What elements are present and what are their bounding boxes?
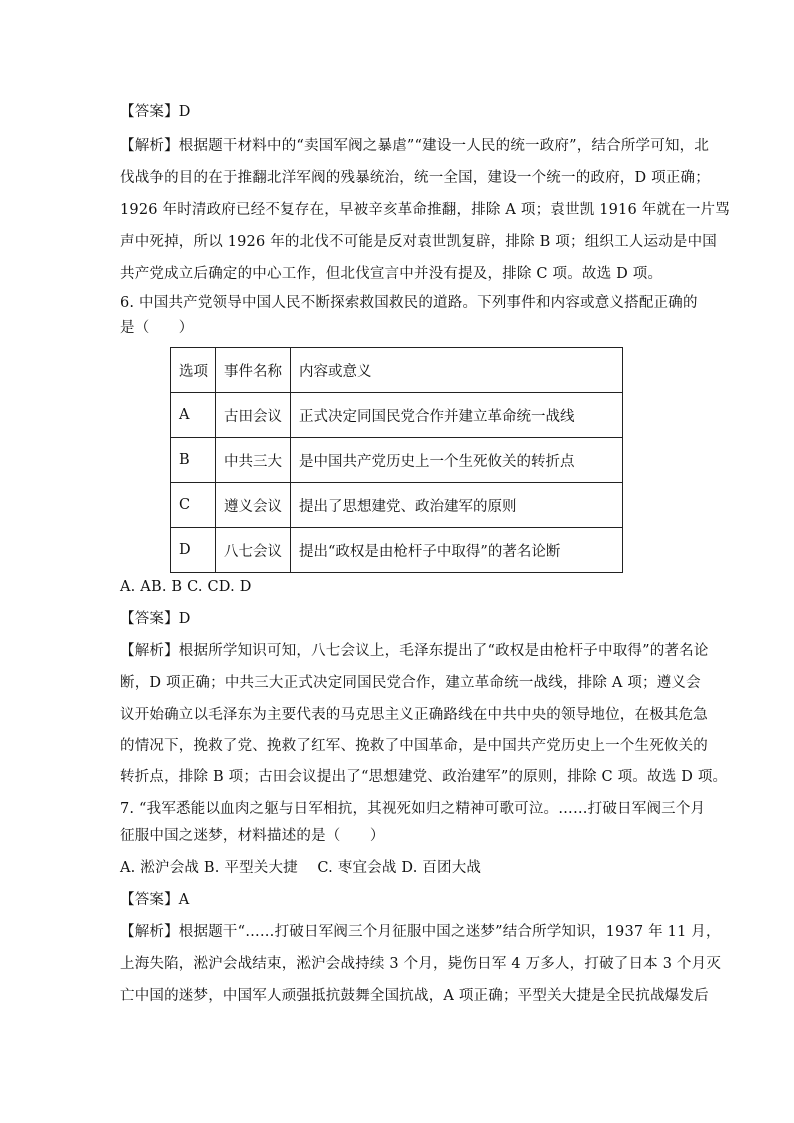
table-header-cell: 内容或意义	[291, 348, 623, 393]
q6-analysis-line: 断，D 项正确；中共三大正式决定同国民党合作，建立革命统一战线，排除 A 项；遵义会	[120, 675, 701, 691]
table-cell: C	[171, 483, 216, 528]
table-cell: D	[171, 528, 216, 573]
q5-analysis-line: 伐战争的目的在于推翻北洋军阀的残暴统治，统一全国，建设一个统一的政府，D 项正确；	[120, 170, 710, 186]
q7-stem-line: 7. “我军悉能以血肉之躯与日军相抗，其视死如归之精神可歌可泣。……打破日军阀三个月	[120, 801, 706, 817]
table-row	[171, 438, 623, 483]
q6-analysis-line: 议开始确立以毛泽东为主要代表的马克思主义正确路线在中共中央的领导地位，在极其危急	[120, 707, 708, 723]
q7-options: A. 淞沪会战 B. 平型关大捷 C. 枣宜会战 D. 百团大战	[120, 860, 482, 876]
table-row	[171, 393, 623, 438]
table-header-row	[171, 348, 623, 393]
table-cell: 遵义会议	[216, 483, 291, 528]
q6-analysis-line: 【解析】根据所学知识可知，八七会议上，毛泽东提出了“政权是由枪杆子中取得”的著名论	[120, 643, 709, 659]
table-header-cell: 事件名称	[216, 348, 291, 393]
q7-analysis-line: 上海失陷，淞沪会战结束，淞沪会战持续 3 个月，毙伤日军 4 万多人，打破了日本 3 个月灭	[120, 956, 722, 972]
q7-answer: 【答案】A	[120, 892, 190, 908]
table-cell: 是中国共产党历史上一个生死攸关的转折点	[291, 438, 623, 483]
q7-stem-line: 征服中国之迷梦，材料描述的是（ ）	[120, 828, 385, 844]
q7-analysis-line: 亡中国的迷梦，中国军人顽强抵抗鼓舞全国抗战，A 项正确；平型关大捷是全民抗战爆发后	[120, 988, 709, 1004]
q5-analysis-line: 【解析】根据题干材料中的“卖国军阀之暴虐”“建设一人民的统一政府”，结合所学可知，北	[120, 138, 710, 154]
table-row	[171, 483, 623, 528]
table-cell: 提出了思想建党、政治建军的原则	[291, 483, 623, 528]
table-cell: 提出“政权是由枪杆子中取得”的著名论断	[291, 528, 623, 573]
table-row	[171, 528, 623, 573]
q5-analysis-line: 声中死掉，所以 1926 年的北伐不可能是反对袁世凯复辟，排除 B 项；组织工人运动是中国	[120, 234, 717, 250]
table-cell: A	[171, 393, 216, 438]
q6-analysis-line: 的情况下，挽救了党、挽救了红军、挽救了中国革命，是中国共产党历史上一个生死攸关的	[120, 738, 708, 754]
q6-analysis-line: 转折点，排除 B 项；古田会议提出了“思想建党、政治建军”的原则，排除 C 项。故选 D 项。	[120, 769, 728, 785]
table-cell: 八七会议	[216, 528, 291, 573]
q6-answer: 【答案】D	[120, 611, 191, 627]
table-cell: B	[171, 438, 216, 483]
q6-stem-line: 是（ ）	[120, 320, 194, 336]
q5-analysis-line: 共产党成立后确定的中心工作，但北伐宣言中并没有提及，排除 C 项。故选 D 项。	[120, 266, 663, 282]
q6-options-table	[170, 347, 623, 573]
q7-analysis-line: 【解析】根据题干“……打破日军阀三个月征服中国之迷梦”结合所学知识，1937 年 11 月，	[120, 924, 721, 940]
q6-options: A. AB. B C. CD. D	[120, 579, 252, 595]
table-cell: 中共三大	[216, 438, 291, 483]
q5-answer: 【答案】D	[120, 104, 191, 120]
q5-analysis-line: 1926 年时清政府已经不复存在，早被辛亥革命推翻，排除 A 项；袁世凯 1916 年就在一片骂	[120, 202, 730, 218]
q6-stem-line: 6. 中国共产党领导中国人民不断探索救国救民的道路。下列事件和内容或意义搭配正确的	[120, 295, 698, 311]
table-header-cell: 选项	[171, 348, 216, 393]
table-cell: 正式决定同国民党合作并建立革命统一战线	[291, 393, 623, 438]
table-cell: 古田会议	[216, 393, 291, 438]
